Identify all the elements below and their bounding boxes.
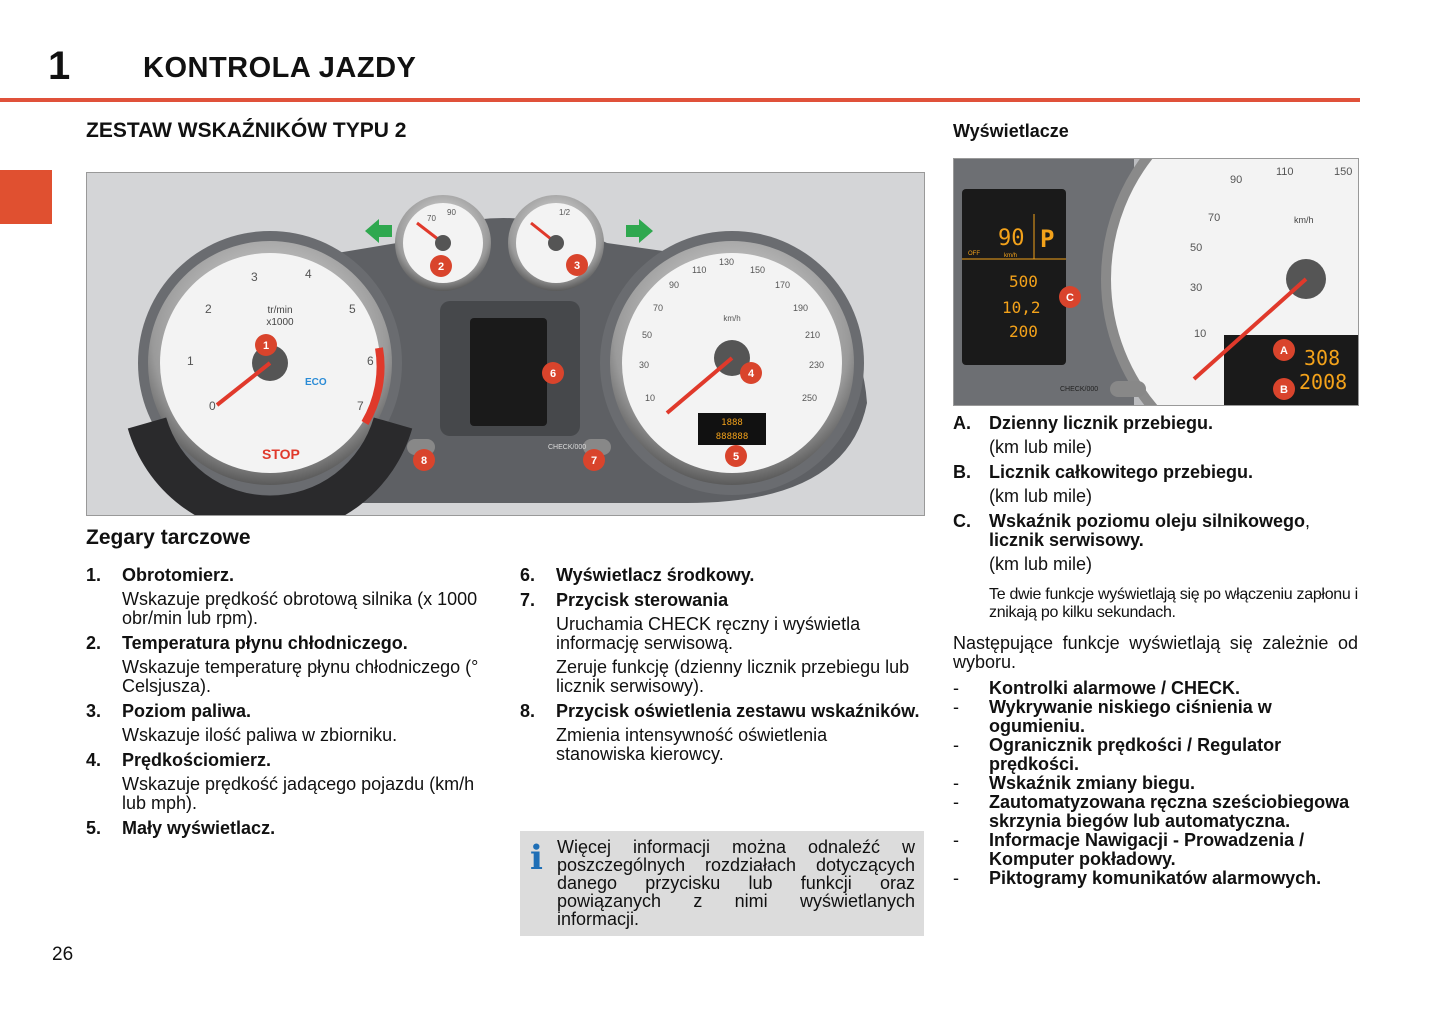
tach-tick-5: 5: [349, 302, 356, 316]
tick-30: 30: [1190, 282, 1203, 294]
tach-tick-3: 3: [251, 270, 258, 284]
speed-value: 90: [998, 226, 1025, 251]
displays-title: Wyświetlacze: [953, 121, 1069, 141]
consumption-value: 10,2: [1002, 298, 1041, 317]
speed-tick-170: 170: [775, 280, 791, 290]
range-value: 500: [1009, 272, 1038, 291]
list-item: [86, 566, 496, 628]
bullet-text: Ogranicznik prędkości / Regulator prędkości.: [989, 735, 1282, 774]
item-heading-comma: ,: [1305, 511, 1311, 531]
bullet-text: Piktogramy komunikatów alarmowych.: [989, 868, 1322, 888]
item-heading: Dzienny licznik przebiegu.: [989, 413, 1214, 433]
off-label: OFF: [968, 251, 980, 257]
header-rule: [0, 98, 1360, 102]
item-description: Zeruje funkcję (dzienny licznik przebiegu lub licznik serwisowy).: [556, 657, 910, 696]
speed-tick-190: 190: [793, 303, 809, 313]
item-number: 2.: [86, 633, 102, 653]
gear-value: P: [1040, 225, 1055, 253]
speed-tick-50: 50: [642, 330, 653, 340]
page-number: 26: [52, 944, 74, 965]
trip-value: 308: [1304, 346, 1341, 370]
small-display-line1: 1888: [721, 418, 743, 428]
item-heading: Prędkościomierz.: [122, 750, 272, 770]
tick-10: 10: [1194, 328, 1207, 340]
check-button[interactable]: [1110, 381, 1146, 397]
callout-a: A: [1280, 345, 1288, 357]
item-description: Wskazuje ilość paliwa w zbiorniku.: [122, 725, 398, 745]
stop-warning: STOP: [262, 446, 300, 462]
speed-tick-30: 30: [639, 360, 650, 370]
item-heading-continued: licznik serwisowy.: [989, 530, 1144, 550]
tach-tick-6: 6: [367, 354, 374, 368]
callout-2: 2: [437, 261, 445, 273]
list-item: - Informacje Nawigacji - Prowadzenia / Komputer pokładowy.: [953, 830, 1305, 869]
bullet-text: Wskaźnik zmiany biegu.: [989, 773, 1196, 793]
list-item: [520, 702, 920, 764]
speed-tick-250: 250: [802, 393, 818, 403]
list-item: - Wskaźnik zmiany biegu.: [953, 773, 1196, 793]
list-item: [953, 512, 1358, 574]
list-item: [953, 414, 1358, 457]
instrument-cluster-figure: [86, 172, 925, 516]
list-item: [86, 751, 496, 813]
list-item: - Piktogramy komunikatów alarmowych.: [953, 868, 1322, 888]
item-heading: Temperatura płynu chłodniczego.: [122, 633, 408, 653]
callout-7: 7: [590, 455, 598, 467]
tachometer-gauge: [138, 231, 402, 515]
list-item: - Kontrolki alarmowe / CHECK.: [953, 678, 1241, 698]
speed-tick-10: 10: [645, 393, 656, 403]
chapter-side-tab: [0, 170, 52, 224]
tick-70: 70: [1208, 212, 1221, 224]
item-description: (km lub mile): [989, 554, 1093, 574]
speed-tick-210: 210: [805, 330, 821, 340]
tach-tick-4: 4: [305, 267, 312, 281]
item-heading: Poziom paliwa.: [122, 701, 252, 721]
tach-tick-1: 1: [187, 354, 194, 368]
central-display-screen: [470, 318, 547, 426]
list-item: [86, 634, 496, 696]
item-letter: C.: [953, 511, 971, 531]
callout-5: 5: [732, 451, 740, 463]
tick-50: 50: [1190, 242, 1203, 254]
tach-tick-0: 0: [209, 399, 216, 413]
list-item: [86, 702, 496, 745]
info-icon: i: [530, 838, 543, 878]
displays-figure: [953, 158, 1359, 406]
displays-list: [953, 414, 1358, 574]
tach-tick-7: 7: [357, 399, 364, 413]
item-heading: Licznik całkowitego przebiegu.: [989, 462, 1254, 482]
item-heading: Wskaźnik poziomu oleju silnikowego: [989, 511, 1306, 531]
item-heading: Obrotomierz.: [122, 565, 235, 585]
item-number: 1.: [86, 565, 102, 585]
speed-tick-110: 110: [692, 265, 707, 275]
gauges-subtitle: Zegary tarczowe: [86, 526, 251, 549]
kmh-label: km/h: [1004, 253, 1018, 259]
item-description: (km lub mile): [989, 437, 1093, 457]
item-heading: Przycisk oświetlenia zestawu wskaźników.: [556, 701, 920, 721]
item-number: 7.: [520, 590, 536, 610]
functions-intro: Następujące funkcje wyświetlają się zależnie od wyboru.: [953, 633, 1358, 672]
item-letter: A.: [953, 413, 971, 433]
callout-1: 1: [262, 340, 270, 352]
small-display-line2: 888888: [715, 432, 749, 442]
speed-unit-label: km/h: [723, 314, 741, 323]
item-number: 6.: [520, 565, 536, 585]
speed-tick-70: 70: [653, 303, 664, 313]
item-heading: Przycisk sterowania: [556, 590, 729, 610]
item-description: (km lub mile): [989, 486, 1093, 506]
chapter-title: KONTROLA JAZDY: [143, 52, 417, 84]
gauges-list-right: [520, 566, 920, 764]
tach-multiplier-label: x1000: [266, 317, 294, 328]
item-number: 5.: [86, 818, 102, 838]
functions-list: [953, 679, 1358, 888]
tick-110: 110: [1276, 166, 1294, 178]
list-item: - Zautomatyzowana ręczna sześciobiegowa skrzynia biegów lub automatyczna.: [953, 792, 1350, 831]
check-button-label: CHECK/000: [1060, 386, 1099, 393]
eco-indicator: ECO: [305, 377, 327, 388]
fuel-tick-half: 1/2: [559, 208, 571, 217]
tach-unit-label: tr/min: [267, 305, 293, 316]
list-item: - Wykrywanie niskiego ciśnienia w ogumieniu.: [953, 697, 1272, 736]
item-heading: Wyświetlacz środkowy.: [556, 565, 755, 585]
item-description: Zmienia intensywność oświetlenia stanowiska kierowcy.: [556, 725, 828, 764]
fuel-level-gauge: [508, 195, 604, 291]
item-description: Wskazuje prędkość jadącego pojazdu (km/h lub mph).: [122, 774, 475, 813]
item-heading: Mały wyświetlacz.: [122, 818, 276, 838]
odo-value: 2008: [1299, 370, 1348, 394]
callout-b: B: [1280, 384, 1288, 396]
tick-150: 150: [1334, 166, 1353, 178]
list-item: [953, 463, 1358, 506]
bullet-text: Zautomatyzowana ręczna sześciobiegowa skrzynia biegów lub automatyczna.: [989, 792, 1350, 831]
list-item: [520, 566, 920, 585]
item-letter: B.: [953, 462, 971, 482]
temp-tick-70: 70: [427, 214, 436, 223]
list-item: [520, 591, 920, 696]
bullet-text: Kontrolki alarmowe / CHECK.: [989, 678, 1241, 698]
speed-tick-150: 150: [750, 265, 766, 275]
temp-value: 200: [1009, 322, 1038, 341]
item-description: Wskazuje temperaturę płynu chłodniczego (° Celsjusza).: [122, 657, 479, 696]
item-number: 3.: [86, 701, 102, 721]
bullet-text: Informacje Nawigacji - Prowadzenia / Komputer pokładowy.: [989, 830, 1305, 869]
callout-3: 3: [573, 260, 581, 272]
temp-tick-90: 90: [447, 208, 456, 217]
callout-8: 8: [420, 455, 428, 467]
callout-6: 6: [549, 368, 557, 380]
tach-tick-2: 2: [205, 302, 212, 316]
item-number: 4.: [86, 750, 102, 770]
list-item: - Ogranicznik prędkości / Regulator prędkości.: [953, 735, 1282, 774]
gauges-list-left: [86, 566, 496, 838]
chapter-number: 1: [48, 44, 71, 88]
tick-90: 90: [1230, 174, 1243, 186]
display-note: Te dwie funkcje wyświetlają się po włączeniu zapłonu i znikają po kilku sekundach.: [989, 586, 1358, 621]
section-title: ZESTAW WSKAŹNIKÓW TYPU 2: [86, 119, 407, 142]
speed-tick-230: 230: [809, 360, 825, 370]
right-turn-indicator-icon: [626, 219, 653, 243]
check-button-label: CHECK/000: [548, 444, 587, 451]
info-text: Więcej informacji można odnaleźć w poszczególnych rozdziałach dotyczących danego przycisku lub funkcji oraz powiązanych z nimi wyświetlanych informacji.: [557, 837, 915, 929]
item-number: 8.: [520, 701, 536, 721]
bullet-text: Wykrywanie niskiego ciśnienia w ogumieniu.: [989, 697, 1272, 736]
callout-c: C: [1066, 292, 1074, 304]
item-description: Wskazuje prędkość obrotową silnika (x 1000 obr/min lub rpm).: [122, 589, 478, 628]
callout-4: 4: [747, 368, 755, 380]
speed-tick-90: 90: [669, 280, 680, 290]
left-turn-indicator-icon: [365, 219, 392, 243]
item-description: Uruchamia CHECK ręczny i wyświetla informację serwisową.: [556, 614, 861, 653]
speed-tick-130: 130: [719, 257, 735, 267]
list-item: [86, 819, 496, 838]
unit-label: km/h: [1294, 215, 1314, 225]
